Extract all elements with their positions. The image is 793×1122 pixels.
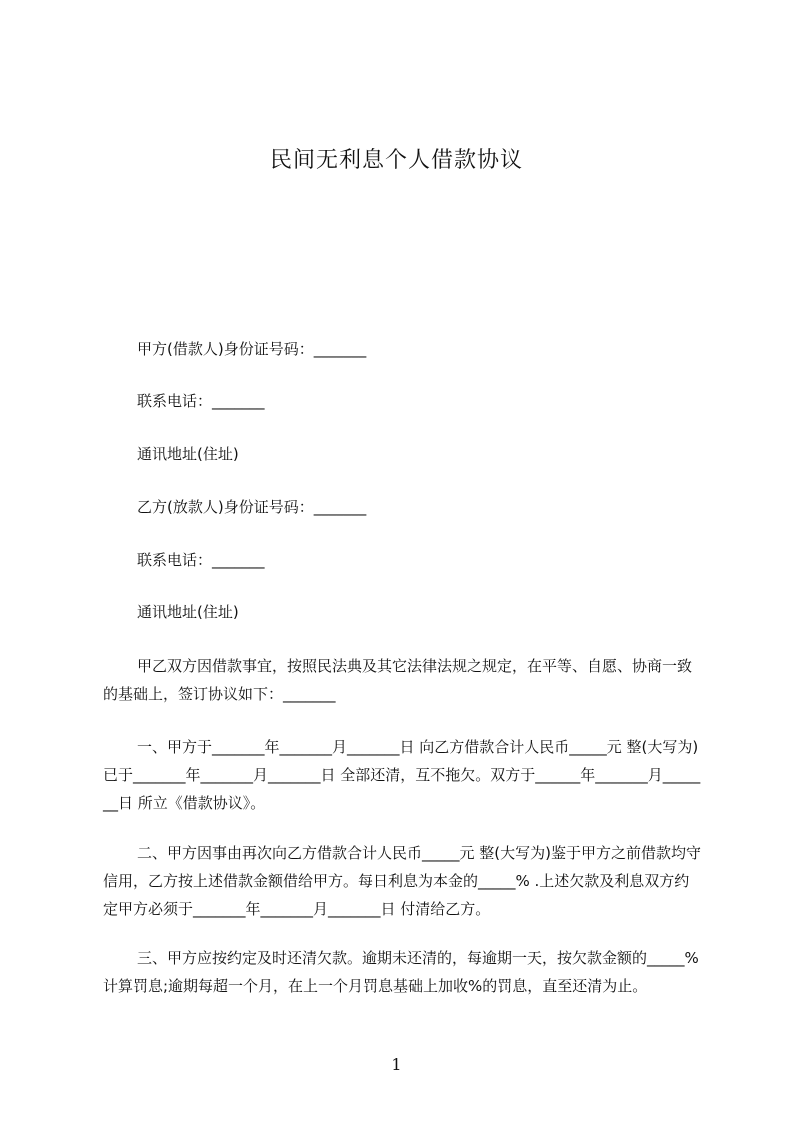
party-b-id-field: 乙方(放款人)身份证号码：_______ — [137, 498, 367, 516]
party-a-id-field: 甲方(借款人)身份证号码：_______ — [137, 340, 367, 358]
clause-3-paragraph: 三、甲方应按约定及时还清欠款。逾期未还清的，每逾期一天，按欠款金额的_____% 计算罚息;逾期每超一个月，在上一个月罚息基础上加收%的罚息，直至还清为止。 — [103, 949, 699, 995]
party-a-phone-field: 联系电话：_______ — [137, 392, 265, 410]
intro-paragraph: 甲乙双方因借款事宜，按照民法典及其它法律法规之规定，在平等、自愿、协商一致的基础上，签订协议如下：_______ — [103, 657, 693, 703]
party-a-address-field: 通讯地址(住址) — [137, 445, 239, 463]
page-number: 1 — [391, 1055, 402, 1074]
party-b-phone-field: 联系电话：_______ — [137, 551, 265, 569]
clause-2-paragraph: 二、甲方因事由再次向乙方借款合计人民币_____元 整(大写为)鉴于甲方之前借款均守信用，乙方按上述借款金额借给甲方。每日利息为本金的_____% .上述欠款及利息双方约定甲方必须于_______年_______月_______日 付清给乙方。 — [103, 844, 701, 918]
document-title: 民间无利息个人借款协议 — [269, 148, 523, 173]
party-b-address-field: 通讯地址(住址) — [137, 603, 239, 621]
clause-1-paragraph: 一、甲方于_______年_______月_______日 向乙方借款合计人民币_____元 整(大写为)已于_______年_______月_______日 全部还清，互不拖欠。双方于______年_______月_______日 所立《借款协议》。 — [103, 738, 701, 812]
